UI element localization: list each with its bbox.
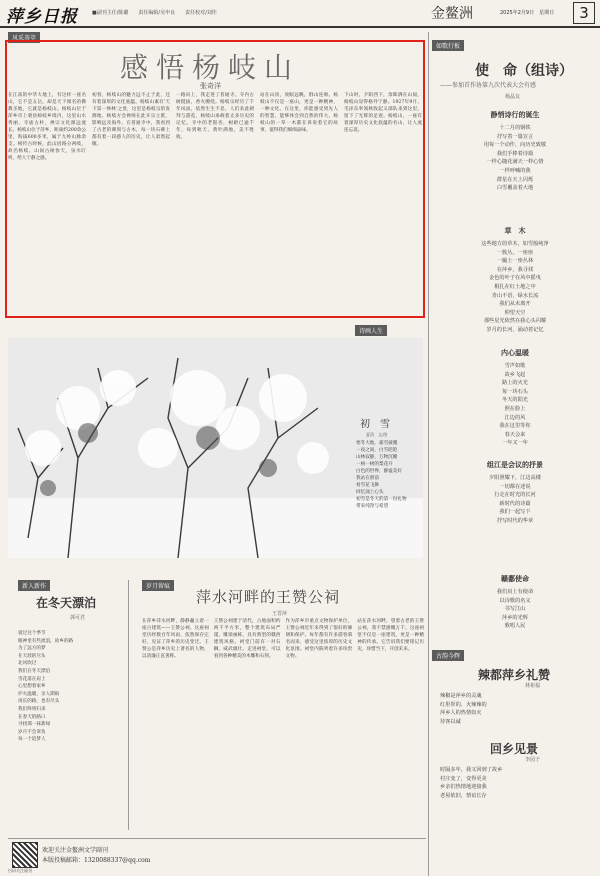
poem-line: 山林寂静，万物沉睡 [356, 455, 398, 460]
poem-line: 红彤彤的，火辣辣的 [440, 701, 487, 708]
poem-line: 仰望天空 [504, 309, 526, 316]
poem-line: 抒写时代的华章 [496, 517, 534, 524]
poem-line: 我们肩上有使命 [496, 589, 534, 595]
poem-line: 我们手捧着诗篇 [496, 150, 534, 157]
poem-title: 辣都萍乡礼赞 [478, 668, 551, 682]
poem-line: 夕阳照耀下，江边高楼 [489, 475, 541, 481]
qr-label: 扫码关注副刊 [8, 868, 32, 873]
wang-column: 在萍乡萍水河畔，静静矗立着一座古建筑——王赞公祠。这座祠堂历经数百年风雨，依然保存完好，见证了萍乡的历史变迁。王赞公是萍乡历史上著名的人物，以清廉正直著称。 [142, 619, 209, 660]
poem-line: 新时代的诗篇 [499, 500, 531, 507]
poem-heading: 静悄诗行的诞生 [490, 110, 540, 119]
poem-line: 萍乡人的热情如火 [440, 710, 482, 717]
footer-line1: 欢迎关注金鳌洲文学副刊 [42, 847, 109, 854]
poem-line: 带来纯净与希望 [356, 504, 389, 509]
poem-author: 杨晶友 [505, 94, 521, 100]
wang-title: 萍水河畔的王赞公祠 [196, 588, 341, 606]
poem-line: 青山不语，绿水长流 [491, 292, 539, 299]
feature-column: 一路向上，我走进了普通寺。寺内古树挺拔，香火缭绕。杨岐宗经历了千年风雨，依然生生不息，人们来此朝拜与游览，杨岐山承载着太多历史的记忆。寺中的老银杏，树龄已逾千年，每到秋天，黄叶满地，美不胜收。 [176, 93, 254, 140]
poem-line: 一树一树的梨花开 [356, 462, 393, 467]
issue-date: 2025年2月9日 星期日 [500, 10, 555, 16]
wang-columns [142, 618, 424, 864]
poem-line: 辣椒是萍乡的灵魂 [440, 693, 482, 699]
poem-line: 那些星光依然在我心头闪耀 [483, 318, 547, 325]
poem-line: 歌唱人民 [504, 623, 526, 630]
snow-poem-text [356, 440, 424, 510]
poem-line: 金色的叶子在风中摇曳 [489, 275, 541, 282]
wang-column: 王赞公祠建于清代，占地面积约两千平方米，整个建筑布局严谨，雕梁画栋，具有典型的赣西建筑风格。祠堂门前有一对石狮，威武雄壮。走进祠堂，可以看到各种精美的木雕和石刻。 [213, 619, 281, 660]
poem-line: 春天会来 [504, 431, 526, 438]
footer-email: 本版投稿邮箱：1320088337@qq.com [42, 857, 151, 864]
poem-line: 乡亲们热情地迎接我 [440, 784, 487, 791]
wang-column: 站在萍水河畔，望着古老的王赞公祠，我不禁感慨万千。这座祠堂不仅是一座建筑，更是一种精神的传承。它告诉我们要铭记历史，珍惜当下，开创未来。 [357, 619, 424, 653]
poem-heading: 内心温暖 [501, 348, 529, 357]
poem-line: 心里想着家乡 [18, 684, 46, 690]
poem-line: 在萍乡，我寻找 [496, 266, 534, 273]
poem-block [440, 766, 590, 800]
poem-line: 抒写着一篇宣言 [496, 133, 534, 140]
poem-block [440, 588, 590, 631]
feature-column: 下山时，夕阳西下，余晖洒在山间，杨岐山显得格外宁静。1927年9月，毛泽东率领秋收起义部队来到这里，留下了光辉的足迹。杨岐山，一座有着深厚历史文化底蕴的名山，让人流连忘返。 [344, 93, 422, 133]
poem-line: 待客以诚 [440, 718, 461, 725]
poem-line: 群星在天上闪烁 [496, 176, 534, 183]
poem-line: 萍乡的光辉 [502, 614, 528, 621]
poem-line: 岁月的长河，涌动着记忆 [486, 326, 544, 333]
poem-series-subtitle: ——参加首作协第九次代表大会有感 [440, 82, 537, 89]
feature-author: 张奇洋 [200, 82, 221, 90]
poem-line: 爱过这个季节 [18, 631, 46, 636]
page-number: 3 [573, 2, 595, 24]
poem-line: 我们从未离开 [499, 301, 531, 308]
poem-block [440, 362, 590, 448]
poem-line: 白色的世界，静谧美好 [356, 469, 402, 474]
snow-poem-title: 初 雪 [360, 419, 390, 430]
poem-line: 雪花落在肩上 [18, 676, 46, 682]
section-title: 金鳌洲 [431, 6, 473, 22]
poem-line: 时隔多年，我又回到了故乡 [440, 767, 503, 773]
poem-line: 一样心随花满天一样心情 [486, 159, 544, 166]
poem-line: 再长的路，也有尽头 [18, 699, 60, 705]
qr-code-icon [12, 842, 38, 868]
poem-line: 我在这里等你 [499, 423, 531, 430]
ancient-tag: 古韵今辉 [432, 650, 464, 661]
poem-line: 书写江山 [504, 606, 526, 613]
poem-line: 一切都在述说 [499, 483, 531, 490]
poem-line: 寻找那一抹新绿 [18, 722, 51, 728]
poem-line: 路上的火光 [502, 380, 528, 387]
poem-line: 回忆涌上心头 [356, 490, 384, 495]
poem-line: 岁月不会辜负 [18, 729, 46, 735]
poem-line: 眼神里有些流浪，故乡的路 [18, 638, 74, 644]
feature-column: 站在山顶，放眼远眺，群山连绵。杨岐山不仅是一座山，更是一种精神，一种文化。在这里，你能感受到先人的智慧，能够体会到自然的伟大。杨岐山的一草一木都在诉说着它的故事，值得我们细细品味。 [260, 93, 338, 133]
poem-line: 这些地方的草木，如雪般纯净 [481, 241, 549, 247]
poem-title: 回乡见景 [490, 742, 539, 756]
poem-line: 雪声如歌 [504, 363, 526, 369]
poem-block [440, 240, 590, 335]
newspaper-logo: 萍乡日报 [6, 7, 78, 27]
poem-line: 故乡飞起 [504, 371, 526, 378]
poem-line: 村庄变了，变得更美 [440, 775, 487, 782]
poem-line: 我们终将归来 [18, 706, 46, 712]
editor-line: ■副刊主任/陈璐 责任编辑/吴申良 责任校对/刘佳 [92, 10, 217, 16]
feature-column: 在江南的中华大地上，有这样一座名山，它不是五岳，却是天下闻名的佛教圣地，它就是杨岐山。杨岐山位于萍乡市上栗县杨岐乡境内，这里山水秀丽，寺庙古朴，禅宗文化源远流长。杨岐山位于萍乡，距离约200余公里，海拔600多米，属于九岭山脉余支。相传古时候，此山因路分两岐，故名杨岐。山间古树参天，泉水叮咚，给人宁静之感。 [8, 93, 86, 161]
poem-line: 冬天的阳光 [502, 397, 528, 404]
newpoem-author: 郭可君 [70, 615, 86, 621]
wang-column: 作为萍乡市重点文物保护单位，王赞公祠近年来得到了很好的修缮和保护。每年都有许多游客慕名而来，感受这里浓厚的历史文化氛围。祠堂内陈列着许多珍贵文物。 [285, 619, 353, 660]
poem-line: 每一块石头 [502, 388, 528, 395]
poem-series-title: 使 命（组诗） [475, 63, 573, 79]
poem-line: 看雪花飞舞 [356, 483, 379, 488]
poem-heading: 赣鄱使命 [501, 574, 529, 583]
poem-line: 初雪是冬天的第一份礼物 [356, 497, 407, 502]
feature-column: 初春，杨岐山的魅力远不止于此，还有着深厚的文化底蕴。杨岐山素有'天下第一禅林'之誉，这里是杨岐宗的发源地。杨岐方会禅师在此开宗立派，影响远及海外。在普通寺中，我看到了古老的碑刻与古木，每一块石碑上都有着一段感人的历史，让人肃然起敬。 [92, 93, 170, 147]
poem-line: 一年又一年 [502, 440, 528, 447]
poem-line: 在春天的路口 [18, 714, 46, 720]
wang-author: 王晋萍 [272, 611, 288, 617]
poem-line: 寒冬大地，霜雪披覆 [356, 441, 398, 446]
poem-line: 每一个追梦人 [18, 737, 46, 743]
poem-line: 白雪覆盖着大地 [496, 185, 534, 192]
newpoem-title: 在冬天漂泊 [36, 596, 97, 610]
poem-line: 以诗歌的名义 [499, 597, 531, 604]
wang-tag: 岁月留痕 [142, 580, 174, 591]
poem-author: 李园子 [525, 757, 541, 763]
feature-tag: 风采荟萃 [8, 32, 40, 43]
poem-block [440, 692, 590, 726]
poem-line: 一簇丛，一座座 [496, 249, 534, 256]
poem-line: 江边的风 [504, 414, 526, 421]
masthead [0, 0, 600, 28]
poem-line: 我们一起写下 [499, 509, 531, 516]
poem-line: 我们在冬天漂泊 [18, 668, 51, 674]
snow-poem-author: 夏清 文/图 [366, 432, 388, 437]
snow-tag: 诗画人生 [355, 325, 387, 336]
poem-heading: 组江是会议的抒景 [487, 460, 543, 469]
poem-line: 北风吹过 [18, 661, 37, 667]
right-tag: 如歌行板 [432, 40, 464, 51]
feature-title: 感悟杨岐山 [120, 51, 301, 84]
poem-line: 一样呼喊的我 [499, 167, 531, 174]
poem-line: 为了远方的梦 [18, 646, 46, 652]
poem-line: 十二月的钢铁 [499, 125, 531, 131]
poem-line: 在天涯的尽头 [18, 653, 46, 659]
poem-line: 根扎在红土地之中 [494, 283, 536, 290]
poem-line: 照在脸上 [504, 405, 526, 412]
poem-author: 林祖福 [525, 683, 541, 689]
newpoem-text [18, 630, 126, 744]
poem-block [440, 474, 590, 526]
poem-block [440, 124, 590, 193]
poem-line: 一夜之间，白雪皑皑 [356, 448, 398, 453]
newpoem-tag: 新人新作 [18, 580, 50, 591]
poem-line: 炉火温暖，亲人期盼 [18, 691, 60, 697]
poem-line: 老屋依旧，情谊长存 [440, 792, 487, 799]
poem-heading: 草 木 [504, 226, 526, 235]
poem-line: 行走在时光的长河 [494, 492, 536, 499]
poem-line: 一撮土一座丛林 [496, 258, 534, 265]
feature-columns [8, 92, 422, 315]
poem-line: 我站在窗前 [356, 476, 379, 481]
poem-line: 用每一个动作，向历史致敬 [483, 142, 547, 149]
